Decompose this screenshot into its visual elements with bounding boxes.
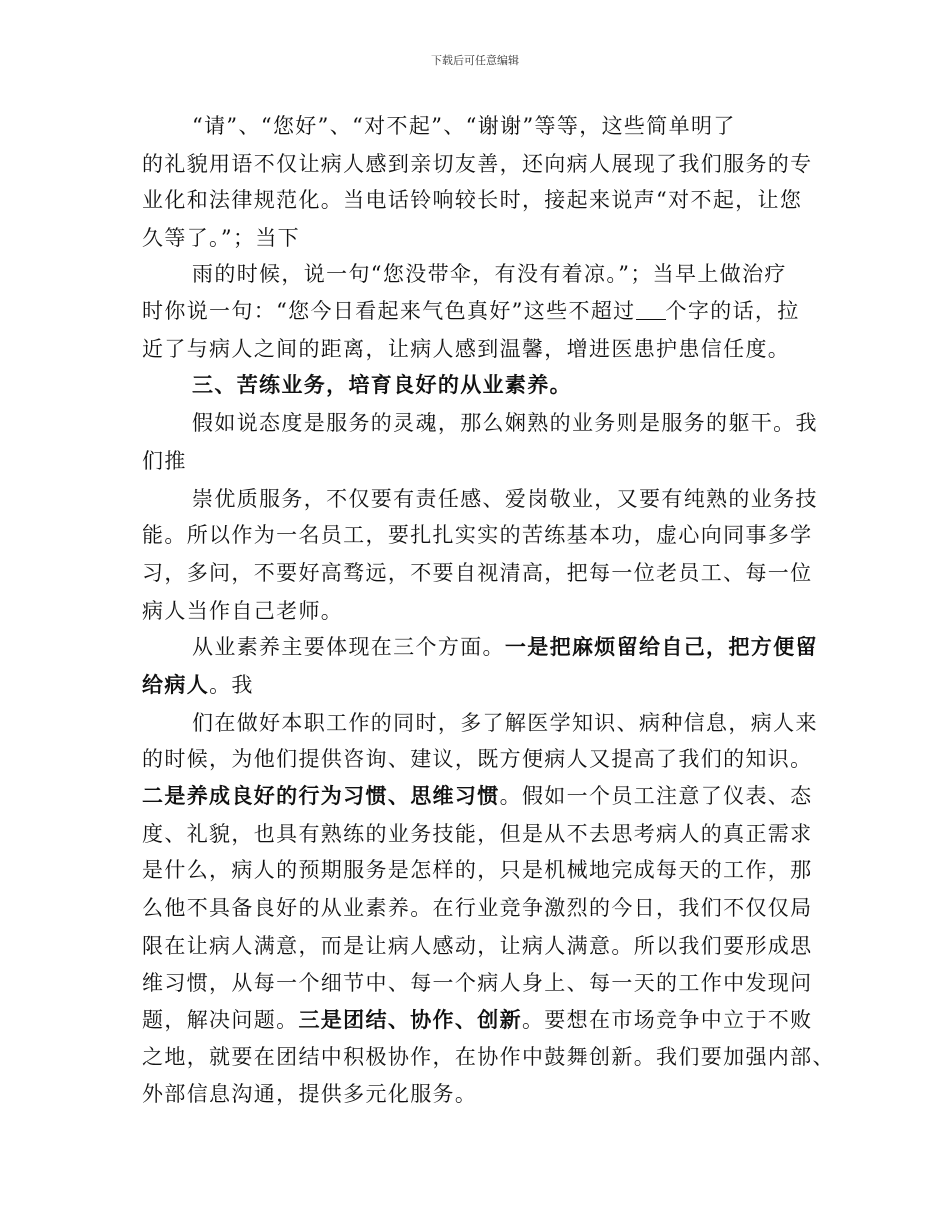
text-segment: 习，多问，不要好高骛远，不要自视清高，把每一位老员工、每一位	[142, 561, 813, 585]
text-line	[142, 297, 950, 325]
bold-text: 三是团结、协作、创新	[298, 1007, 522, 1032]
text-segment: 限在让病人满意，而是让病人感动，让病人满意。所以我们要形成思	[142, 934, 813, 958]
bold-text: 二是养成良好的行为习惯、思维习惯	[142, 783, 500, 808]
text-line	[142, 521, 950, 549]
bold-text: 给病人	[142, 672, 210, 697]
text-line	[192, 112, 950, 140]
text-segment: “请”、“您好”、“对不起”、“谢谢”等等，这些简单明了	[192, 114, 736, 138]
text-line	[142, 932, 950, 960]
text-segment: 个字的话，拉	[665, 299, 800, 323]
text-segment: 么他不具备良好的从业素养。在行业竞争激烈的今日，我们不仅仅局	[142, 896, 813, 920]
text-segment: 雨的时候，说一句“您没带伞，有没有着凉。”；当早上做治疗	[192, 262, 787, 286]
text-line	[142, 150, 950, 178]
text-line	[142, 597, 950, 625]
text-segment: 崇优质服务，不仅要有责任感、爱岗敬业，又要有纯熟的业务技	[192, 487, 818, 511]
bold-text: 一是把麻烦留给自己，把方便留	[504, 634, 818, 659]
text-line	[142, 820, 950, 848]
text-line	[142, 894, 950, 922]
text-line	[192, 633, 950, 661]
text-segment: 病人当作自己老师。	[142, 599, 344, 623]
text-segment: 维习惯，从每一个细节中、每一个病人身上、每一天的工作中发现问	[142, 971, 813, 995]
text-segment: 时你说一句：“您今日看起来气色真好”这些不超过	[142, 299, 636, 323]
text-line	[142, 745, 950, 773]
text-segment: 的礼貌用语不仅让病人感到亲切友善，还向病人展现了我们服务的专	[142, 152, 813, 176]
page-header: 下载后可任意编辑	[431, 54, 519, 67]
text-segment: 。要想在市场竞争中立于不败	[521, 1008, 813, 1032]
text-segment: 。假如一个员工注意了仪表、态	[499, 784, 813, 808]
text-line	[142, 782, 950, 810]
text-line	[142, 224, 950, 252]
text-segment: 近了与病人之间的距离，让病人感到温馨，增进医患护患信任度。	[142, 337, 791, 361]
text-line	[142, 856, 950, 884]
text-line	[142, 671, 950, 699]
text-segment: 题，解决问题。	[142, 1008, 299, 1032]
text-segment: 久等了。”；当下	[142, 226, 301, 250]
text-segment: 们在做好本职工作的同时，多了解医学知识、病种信息，病人来	[192, 711, 818, 735]
text-segment: 之地，就要在团结中积极协作，在协作中鼓舞创新。我们要加强内部、	[142, 1045, 835, 1069]
text-line	[192, 409, 950, 437]
text-segment: 假如说态度是服务的灵魂，那么娴熟的业务则是服务的躯干。我	[192, 411, 818, 435]
text-segment: 度、礼貌，也具有熟练的业务技能，但是从不去思考病人的真正需求	[142, 822, 813, 846]
text-segment: 的时候，为他们提供咨询、建议，既方便病人又提高了我们的知识。	[142, 747, 813, 771]
bold-text: 三、苦练业务，培育良好的从业素养。	[192, 372, 572, 397]
text-line	[142, 447, 950, 475]
text-line	[192, 485, 950, 513]
text-line	[142, 1006, 950, 1034]
text-segment: 能。所以作为一名员工，要扎扎实实的苦练基本功，虚心向同事多学	[142, 523, 813, 547]
text-line	[142, 1080, 950, 1108]
fill-in-blank	[636, 299, 666, 320]
text-segment: 是什么，病人的预期服务是怎样的，只是机械地完成每天的工作，那	[142, 858, 813, 882]
text-segment: 。我	[209, 673, 254, 697]
text-line	[142, 335, 950, 363]
text-line	[142, 1043, 950, 1071]
text-line	[192, 371, 950, 399]
text-line	[142, 559, 950, 587]
text-segment: 业化和法律规范化。当电话铃响较长时，接起来说声“对不起，让您	[142, 188, 803, 212]
text-line	[192, 709, 950, 737]
text-segment: 们推	[142, 449, 187, 473]
text-segment: 外部信息沟通，提供多元化服务。	[142, 1082, 478, 1106]
text-line	[142, 186, 950, 214]
text-line	[192, 260, 950, 288]
text-segment: 从业素养主要体现在三个方面。	[192, 635, 505, 659]
text-line	[142, 969, 950, 997]
